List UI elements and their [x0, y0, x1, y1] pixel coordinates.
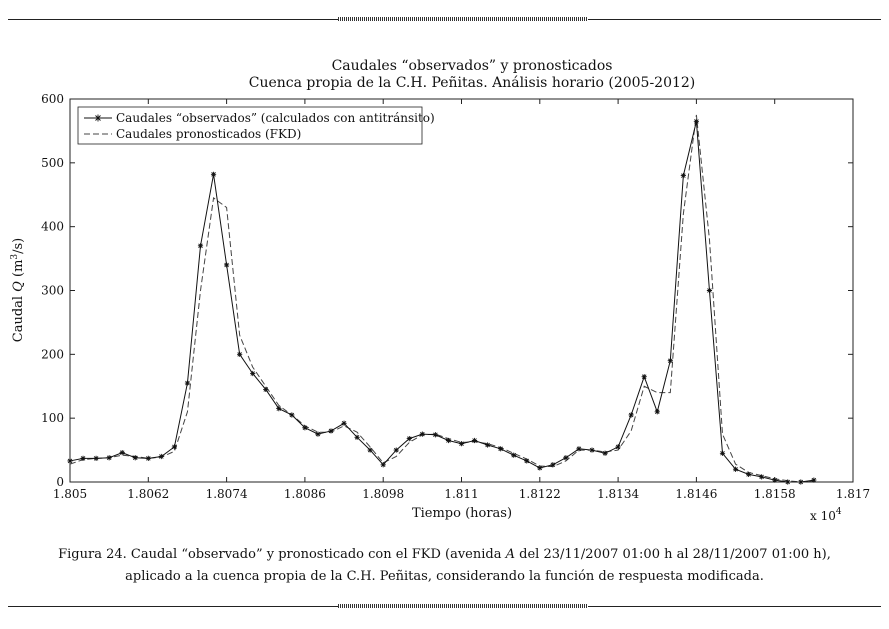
y-tick-label: 100: [41, 411, 64, 426]
observed-point: [550, 462, 555, 467]
x-tick-label: 1.817: [835, 487, 871, 501]
x-tick-label: 1.8074: [205, 487, 248, 501]
observed-point: [694, 119, 699, 124]
y-axis-label-prefix: Caudal: [11, 291, 26, 343]
observed-point: [759, 474, 764, 479]
y-axis-label-unit-close: /s): [11, 237, 26, 254]
legend-marker-observed: [95, 115, 102, 122]
x-axis-multiplier-exp: 4: [835, 507, 842, 517]
observed-point: [120, 450, 125, 455]
observed-point: [159, 454, 164, 459]
observed-point: [198, 243, 203, 248]
observed-point: [642, 374, 647, 379]
caption-line1-end: del 23/11/2007 01:00 h al 28/11/2007 01:00 h),: [515, 547, 831, 562]
y-tick-label: 500: [41, 155, 64, 170]
observed-point: [576, 446, 581, 451]
observed-point: [655, 409, 660, 414]
y-tick-label: 600: [41, 92, 64, 106]
observed-point: [498, 446, 503, 451]
observed-point: [772, 477, 777, 482]
observed-point: [394, 447, 399, 452]
observed-point: [315, 432, 320, 437]
x-tick-label: 1.8098: [362, 487, 405, 501]
observed-point: [276, 406, 281, 411]
observed-point: [211, 172, 216, 177]
observed-point: [328, 428, 333, 433]
legend: [78, 107, 435, 144]
observed-point: [446, 438, 451, 443]
observed-point: [785, 479, 790, 484]
observed-point: [811, 477, 816, 482]
observed-point: [172, 444, 177, 449]
x-tick-label: 1.8122: [518, 487, 561, 501]
observed-point: [602, 451, 607, 456]
y-axis-label-var: Q: [11, 281, 26, 292]
observed-point: [798, 479, 803, 484]
observed-point: [107, 455, 112, 460]
observed-point: [302, 425, 307, 430]
observed-point: [589, 447, 594, 452]
caption-line1-variable: A: [505, 547, 515, 562]
x-tick-label: 1.8146: [675, 487, 718, 501]
observed-point: [224, 262, 229, 267]
observed-point: [94, 456, 99, 461]
y-tick-label: 400: [41, 219, 64, 234]
observed-point: [341, 421, 346, 426]
observed-point: [668, 358, 673, 363]
plot-area: [70, 99, 853, 482]
chart-title: Caudales “observados” y pronosticados: [331, 58, 613, 74]
observed-point: [407, 436, 412, 441]
x-axis-multiplier-base: x 10: [810, 509, 836, 523]
figure-caption-line-2: aplicado a la cuenca propia de la C.H. Peñitas, considerando la función de respuesta modificada.: [125, 569, 764, 584]
observed-point: [133, 455, 138, 460]
x-tick-label: 1.8062: [127, 487, 170, 501]
observed-point: [146, 456, 151, 461]
observed-point: [563, 455, 568, 460]
x-tick-label: 1.8134: [597, 487, 640, 501]
x-tick-label: 1.8158: [753, 487, 796, 501]
y-axis-label-unit-open: (m: [11, 259, 26, 282]
observed-point: [250, 371, 255, 376]
legend-label-forecast: Caudales pronosticados (FKD): [116, 127, 302, 141]
figure-caption-line-1: [0, 547, 889, 562]
observed-point: [681, 173, 686, 178]
observed-point: [616, 444, 621, 449]
bottom-rule-mark: [338, 604, 588, 608]
x-tick-label: 1.8086: [283, 487, 326, 501]
observed-point: [263, 387, 268, 392]
chart-subtitle: Cuenca propia de la C.H. Peñitas. Análisis horario (2005-2012): [248, 75, 696, 91]
observed-point: [433, 432, 438, 437]
observed-point: [720, 451, 725, 456]
observed-point: [733, 467, 738, 472]
x-tick-label: 1.805: [52, 487, 88, 501]
observed-point: [80, 456, 85, 461]
observed-point: [67, 458, 72, 463]
observed-point: [472, 438, 477, 443]
observed-point: [289, 412, 294, 417]
observed-point: [485, 442, 490, 447]
legend-label-observed: Caudales “observados” (calculados con antitránsito): [116, 111, 435, 125]
y-tick-label: 200: [41, 347, 64, 362]
x-axis-multiplier: [810, 507, 842, 523]
y-axis-label-unit-exp: 3: [10, 253, 20, 260]
observed-point: [237, 352, 242, 357]
observed-point: [185, 380, 190, 385]
y-tick-label: 300: [41, 283, 64, 298]
caption-line1-start: Figura 24. Caudal “observado” y pronosticado con el FKD (avenida: [58, 547, 506, 562]
observed-point: [420, 432, 425, 437]
y-tick-label: 0: [56, 475, 64, 489]
x-tick-label: 1.811: [444, 487, 479, 501]
observed-point: [524, 458, 529, 463]
observed-point: [537, 465, 542, 470]
observed-point: [459, 441, 464, 446]
observed-point: [355, 435, 360, 440]
y-axis-label: [10, 238, 26, 343]
x-axis-label: Tiempo (horas): [411, 506, 513, 521]
observed-point: [381, 462, 386, 467]
observed-point: [368, 447, 373, 452]
observed-point: [511, 453, 516, 458]
observed-point: [746, 472, 751, 477]
observed-point: [629, 412, 634, 417]
observed-point: [707, 288, 712, 293]
